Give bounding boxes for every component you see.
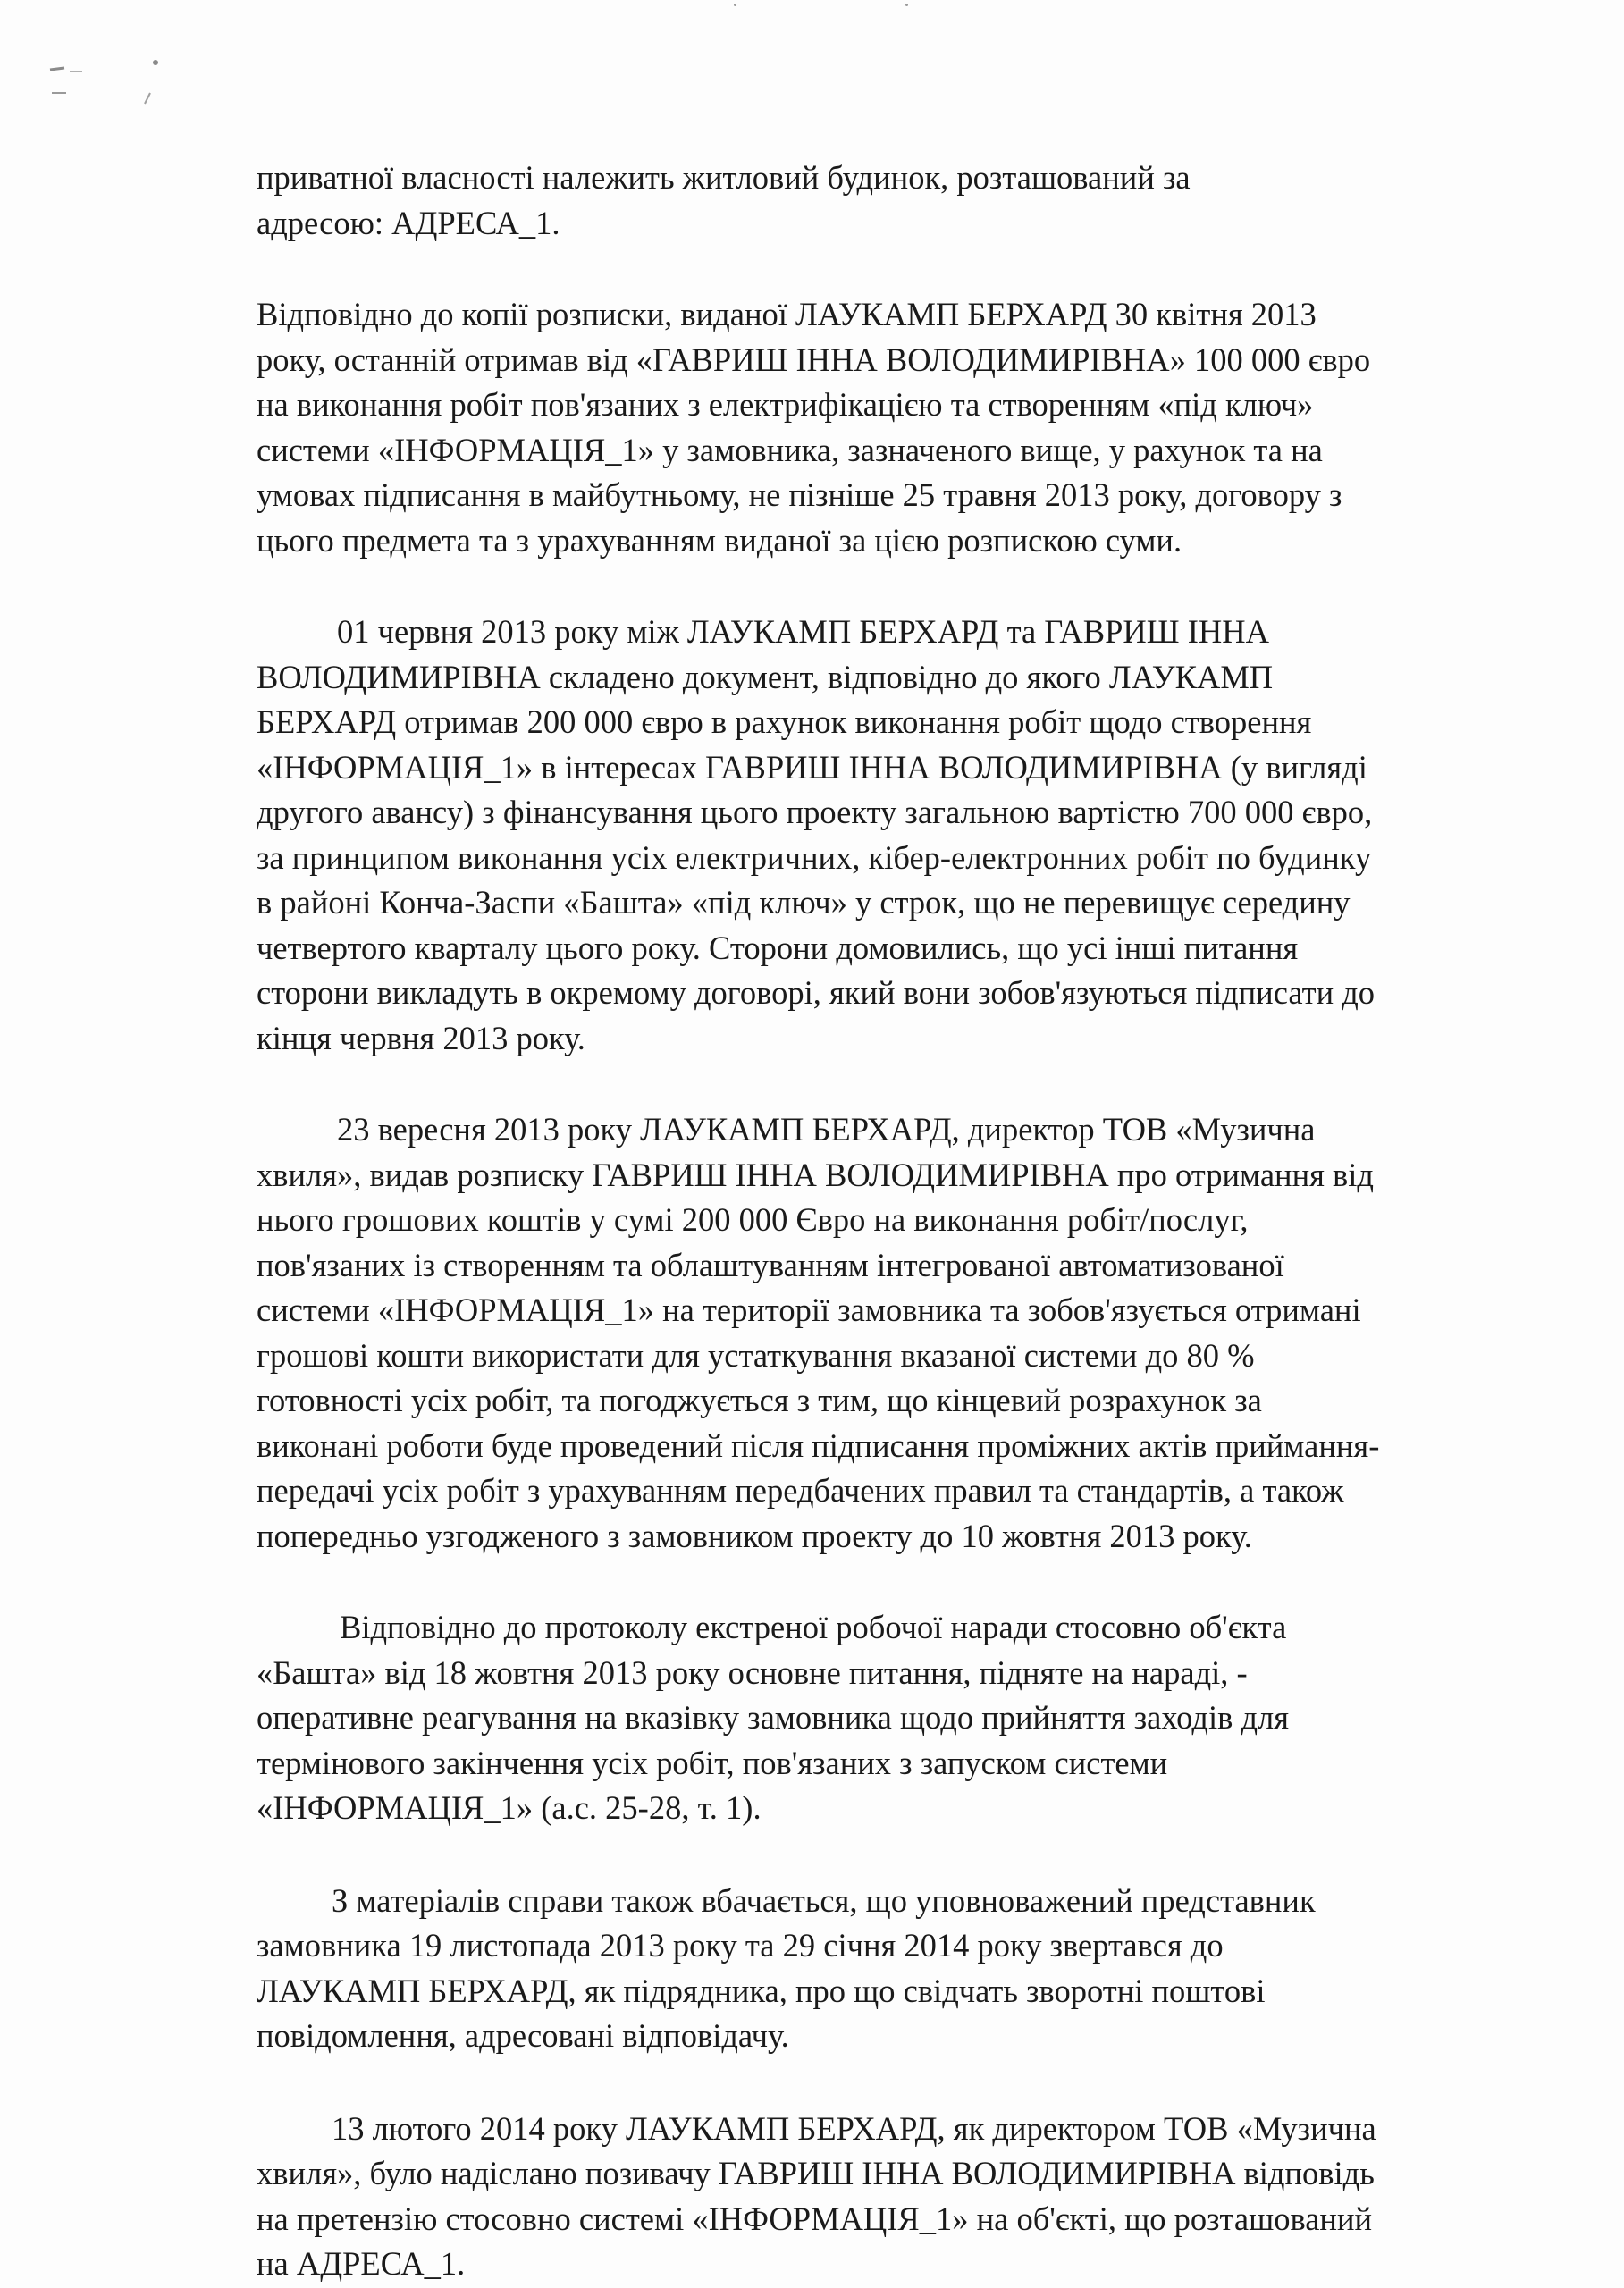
paragraph-5 [257, 1605, 1526, 1831]
scan-dot [734, 4, 736, 6]
text-line: хвиля», видав розписку ГАВРИШ ІННА ВОЛОДИМИРІВНА про отримання від [257, 1156, 1374, 1193]
text-line: умовах підписання в майбутньому, не пізніше 25 травня 2013 року, договору з [257, 476, 1342, 513]
text-line: попередньо узгодженого з замовником проекту до 10 жовтня 2013 року. [257, 1517, 1252, 1554]
text-line: Відповідно до протоколу екстреної робочої наради стосовно об'єкта [340, 1609, 1287, 1645]
scan-dot [905, 4, 908, 6]
text-line: на претензію стосовно системі «ІНФОРМАЦІЯ_1» на об'єкті, що розташований [257, 2200, 1373, 2237]
text-line: Відповідно до копії розписки, виданої ЛАУКАМП БЕРХАРД 30 квітня 2013 [257, 296, 1317, 332]
text-line: адресою: АДРЕСА_1. [257, 204, 560, 241]
text-line: нього грошових коштів у сумі 200 000 Євро на виконання робіт/послуг, [257, 1201, 1249, 1238]
paragraph-7 [257, 2107, 1526, 2287]
scan-artifact-marks [43, 54, 168, 116]
text-line: термінового закінчення усіх робіт, пов'язаних з запуском системи [257, 1744, 1168, 1781]
text-line: готовності усіх робіт, та погоджується з тим, що кінцевий розрахунок за [257, 1382, 1262, 1418]
text-line: «ІНФОРМАЦІЯ_1» (а.с. 25-28, т. 1). [257, 1789, 762, 1826]
text-line: БЕРХАРД отримав 200 000 євро в рахунок виконання робіт щодо створення [257, 703, 1312, 740]
paragraph-4 [257, 1107, 1526, 1559]
text-line: на АДРЕСА_1. [257, 2245, 466, 2282]
text-line: оперативне реагування на вказівку замовника щодо прийняття заходів для [257, 1699, 1290, 1736]
text-line: 13 лютого 2014 року ЛАУКАМП БЕРХАРД, як директором ТОВ «Музична [332, 2109, 1376, 2147]
text-line: другого авансу) з фінансування цього проекту загальною вартістю 700 000 євро, [257, 794, 1373, 830]
text-line: сторони викладуть в окремому договорі, який вони зобов'язуються підписати до [257, 974, 1376, 1011]
text-line: хвиля», було надіслано позивачу ГАВРИШ ІННА ВОЛОДИМИРІВНА відповідь [257, 2155, 1375, 2191]
text-line: системи «ІНФОРМАЦІЯ_1» у замовника, зазначеного вище, у рахунок та на [257, 431, 1323, 468]
document-body [257, 156, 1526, 2287]
text-line: «Башта» від 18 жовтня 2013 року основне питання, підняте на нараді, - [257, 1653, 1248, 1691]
text-line: приватної власності належить житловий будинок, розташований за [257, 159, 1191, 196]
text-line: четвертого кварталу цього року. Сторони домовились, що усі інші питання [257, 929, 1299, 966]
text-line: ВОЛОДИМИРІВНА складено документ, відповідно до якого ЛАУКАМП [257, 658, 1274, 695]
text-line: за принципом виконання усіх електричних, кібер-електронних робіт по будинку [257, 838, 1372, 876]
paragraph-1 [257, 156, 1526, 246]
text-line: 01 червня 2013 року між ЛАУКАМП БЕРХАРД та ГАВРИШ ІННА [337, 613, 1269, 650]
paragraph-6 [257, 1879, 1526, 2059]
paragraph-3 [257, 610, 1526, 1061]
text-line: ЛАУКАМП БЕРХАРД, як підрядника, про що свідчать зворотні поштові [257, 1972, 1266, 2009]
text-line: системи «ІНФОРМАЦІЯ_1» на території замовника та зобов'язується отримані [257, 1291, 1361, 1328]
text-line: виконані роботи буде проведений після підписання проміжних актів приймання- [257, 1426, 1380, 1464]
text-line: в районі Конча-Заспи «Башта» «під ключ» у строк, що не перевищує середину [257, 884, 1351, 921]
text-line: передачі усіх робіт з урахуванням передбачених правил та стандартів, а також [257, 1472, 1344, 1509]
text-line: 23 вересня 2013 року ЛАУКАМП БЕРХАРД, директор ТОВ «Музична [337, 1111, 1316, 1148]
text-line: року, останній отримав від «ГАВРИШ ІННА ВОЛОДИМИРІВНА» 100 000 євро [257, 341, 1371, 378]
text-line: З матеріалів справи також вбачається, що уповноважений представник [332, 1881, 1316, 1919]
text-line: на виконання робіт пов'язаних з електрифікацією та створенням «під ключ» [257, 386, 1314, 423]
text-line: грошові кошти використати для устаткування вказаної системи до 80 % [257, 1336, 1255, 1374]
paragraph-2 [257, 292, 1526, 563]
text-line: замовника 19 листопада 2013 року та 29 січня 2014 року звертався до [257, 1927, 1224, 1964]
text-line: кінця червня 2013 року. [257, 1019, 585, 1056]
text-line: «ІНФОРМАЦІЯ_1» в інтересах ГАВРИШ ІННА ВОЛОДИМИРІВНА (у вигляді [257, 748, 1367, 786]
text-line: повідомлення, адресовані відповідачу. [257, 2017, 789, 2054]
text-line: цього предмета та з урахуванням виданої за цією розпискою суми. [257, 521, 1182, 559]
text-line: пов'язаних із створенням та облаштуванням інтегрованої автоматизованої [257, 1246, 1284, 1283]
